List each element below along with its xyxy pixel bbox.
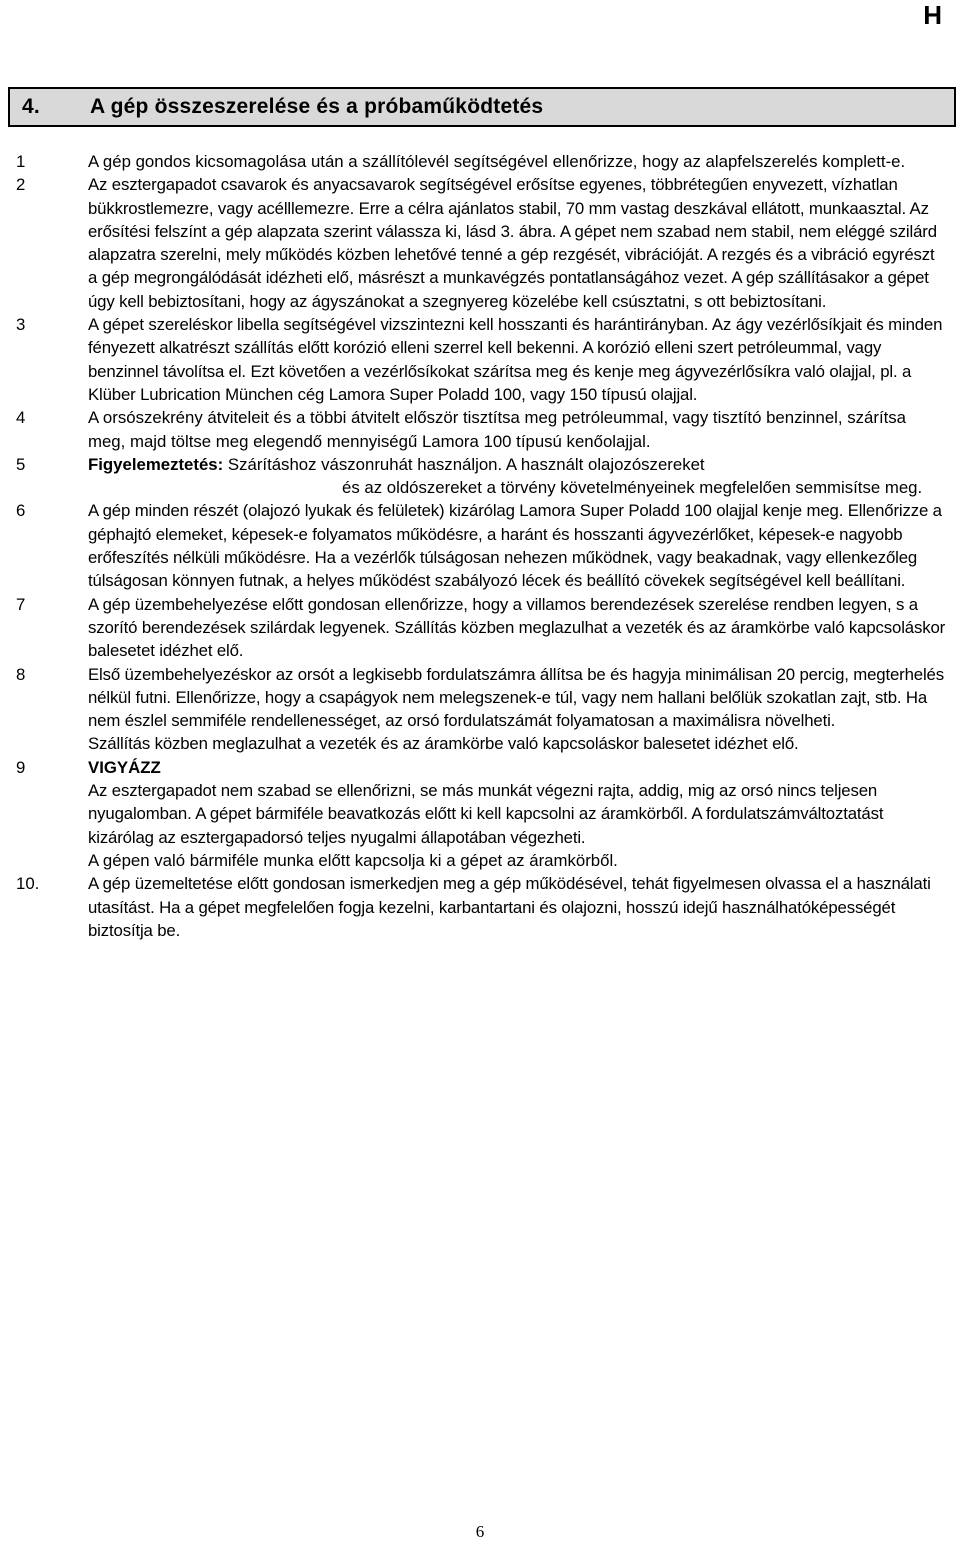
page-number: 6 xyxy=(475,1522,485,1541)
item-number: 7 xyxy=(16,594,26,614)
section-title: A gép összeszerelése és a próbaműködtetés xyxy=(90,95,544,118)
section-heading xyxy=(8,87,956,127)
item-number: 9 xyxy=(16,757,26,777)
item-text: Első üzembehelyezéskor az orsót a legkisebb fordulatszámra állítsa be és hagyja minimálisan 20 percig, megterhelés nélkül futni. Ellenőrizze, hogy a csapágyok nem melegszenek-e túl, vagy nem hallani belőlük szokatlan zajt, stb. Ha nem észlel semmiféle rendellenességet, az orsó fordulatszámát folyamatosan a maximálisra növelheti. xyxy=(88,664,944,731)
warning-text-continued: és az oldószereket a törvény követelményeinek megfelelően semmisítse meg. xyxy=(342,478,923,498)
item-text: A gép gondos kicsomagolása után a szállítólevél segítségével ellenőrizze, hogy az alapfelszerelés komplett-e. xyxy=(88,152,906,171)
language-code: H xyxy=(923,0,942,30)
list-item-6 xyxy=(16,499,946,592)
item-number: 6 xyxy=(16,501,26,521)
item-text xyxy=(88,453,946,476)
item-text: A gép üzembehelyezése előtt gondosan ellenőrizze, hogy a villamos berendezések szerelése rendben legyen, s a szorító berendezések szilárdak legyenek. Szállítás közben meglazulhat a vezeték és az áramkörbe való kapcsoláskor balesetet idézhet elő. xyxy=(88,594,946,661)
warning-text: Szárításhoz vászonruhát használjon. A használt olajozószereket xyxy=(223,454,705,474)
list-item-1 xyxy=(16,150,946,173)
list-item-3 xyxy=(16,313,946,406)
item-number: 4 xyxy=(16,408,26,428)
item-number: 10. xyxy=(16,874,40,894)
item-number: 8 xyxy=(16,664,26,684)
list-item-9 xyxy=(16,756,946,872)
list-item-7 xyxy=(16,593,946,663)
item-text-continued: Szállítás közben meglazulhat a vezeték és az áramkörbe való kapcsoláskor balesetet idézhet elő. xyxy=(88,734,799,754)
list-item-5 xyxy=(16,453,946,500)
item-text-continued: A gépen való bármiféle munka előtt kapcsolja ki a gépet az áramkörből. xyxy=(88,850,618,870)
item-number: 1 xyxy=(16,152,26,171)
item-number: 2 xyxy=(16,175,26,195)
list-item-4 xyxy=(16,406,946,453)
item-number: 5 xyxy=(16,454,26,474)
item-text: Az esztergapadot csavarok és anyacsavarok segítségével erősítse egyenes, többrétegűen enyvezett, vízhatlan bükkrostlemezre, vagy acélllemezre. Erre a célra ajánlatos stabil, 70 mm vastag deszkával ellátott, munkaasztal. Az erősítési felszínt a gép alapzata szerint válassza ki, lásd 3. ábra. A gépet nem szabad nem stabil, nem eléggé szilárd alapzatra szerelni, mely működés közben lehetővé tenné a gép rezgését, vibrációját. A rezgés és a vibráció egyrészt a gép megrongálódását idézheti elő, másrészt a munkavégzés pontatlanságához vezet. A gép szállításakor a gépet úgy kell bebiztosítani, hogy az ágyszánokat a szegnyereg közelébe kell csúsztatni, s ott bebiztosítani. xyxy=(88,175,937,311)
list-item-10 xyxy=(16,872,946,942)
section-number: 4. xyxy=(22,95,40,118)
list-item-2 xyxy=(16,173,946,313)
item-number: 3 xyxy=(16,315,26,335)
item-text: A orsószekrény átviteleit és a többi átvitelt először tisztítsa meg petróleummal, vagy tisztító benzinnel, szárítsa meg, majd töltse meg elegendő mennyiségű Lamora 100 típusú kenőolajjal. xyxy=(88,408,906,451)
item-text: A gép minden részét (olajozó lyukak és felületek) kizárólag Lamora Super Poladd 100 olajjal kenje meg. Ellenőrizze a géphajtó elemeket, képesek-e folyamatos működésre, a haránt és hosszanti ágyvezérlőket, képesek-e nagyobb erőfeszítés nélküli működésre. Ha a vezérlők túlságosan nehezen működnek, vagy beakadnak, vagy ellenkezőleg túlságosan könnyen futnak, a helyes működést szabályozó lécek és beállító cövekek segítségével kell beállítani. xyxy=(88,501,942,591)
instruction-list xyxy=(16,150,946,942)
item-text: Az esztergapadot nem szabad se ellenőrizni, se más munkát végezni rajta, addig, mig az orsó nincs teljesen nyugalomban. A gépet bármiféle beavatkozás előtt ki kell kapcsolni az áramkörből. A fordulatszámváltoztatást kizárólag az esztergapadorsó teljes nyugalmi állapotában végezheti. xyxy=(88,781,884,847)
list-item-8 xyxy=(16,663,946,756)
warning-label: Figyelemeztetés: xyxy=(88,454,224,474)
caution-heading: VIGYÁZZ xyxy=(88,757,161,777)
item-text: A gépet szereléskor libella segítségével vizszintezni kell hosszanti és harántirányban. Az ágy vezérlősíkjait és minden fényezett alkatrészt szállítás előtt korózió elleni szerrel kell bekenni. A korózió elleni szert petróleummal, vagy benzinnel távolítsa el. Ezt követően a vezérlősíkokat szárítsa meg és kenje meg ágyvezérlősíkra való olajjal, pl. a Klüber Lubrication München cég Lamora Super Poladd 100, vagy 150 típusú olajjal. xyxy=(88,315,943,404)
item-text: A gép üzemeltetése előtt gondosan ismerkedjen meg a gép működésével, tehát figyelmesen olvassa el a használati utasítást. Ha a gépet megfelelően fogja kezelni, karbantartani és olajozni, hosszú idejű használhatóképességét biztosítja be. xyxy=(88,874,931,940)
